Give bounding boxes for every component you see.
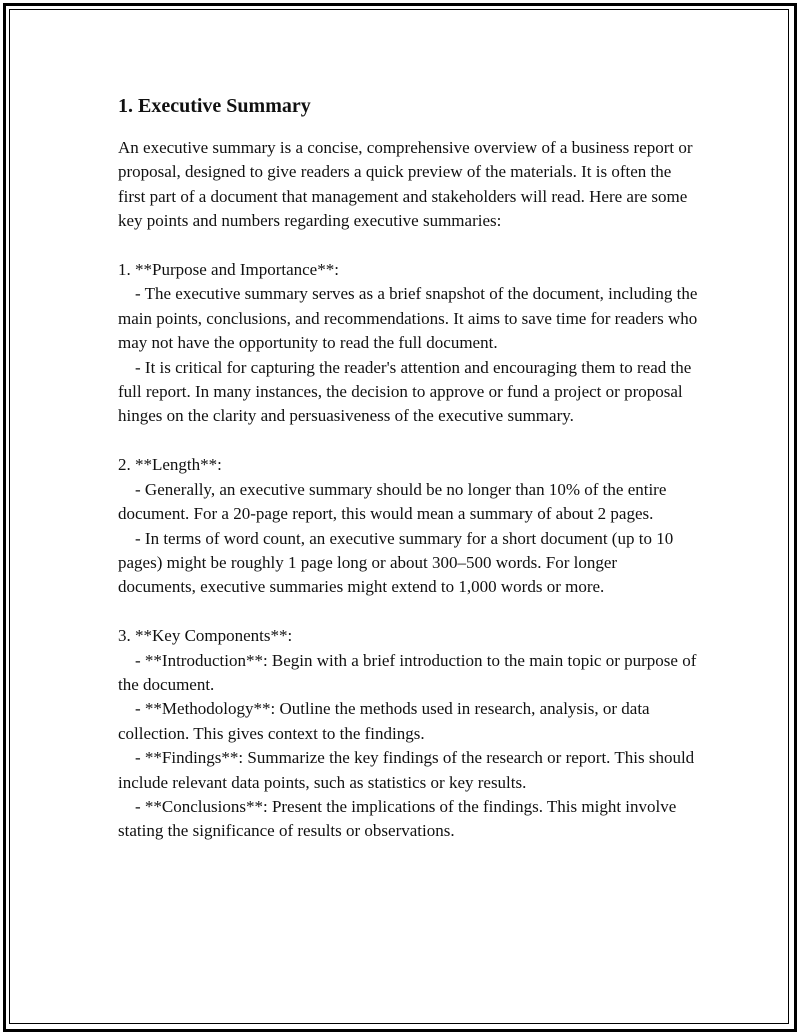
bullet-purpose-1: - The executive summary serves as a brief snapshot of the document, including the main points, conclusions, and recommendations. It aims to save time for readers who may not have the opportunity to read the full document.	[118, 284, 702, 353]
blank-line	[118, 600, 698, 624]
bullet-length-2: - In terms of word count, an executive summary for a short document (up to 10 pages) might be roughly 1 page long or about 300–500 words. For longer documents, executive summaries might extend to 1,000 words or more.	[118, 528, 678, 597]
blank-line	[118, 429, 698, 453]
section-heading-components: 3. **Key Components**:	[118, 626, 293, 646]
bullet-components-introduction: - **Introduction**: Begin with a brief introduction to the main topic or purpose of the document.	[118, 650, 701, 694]
bullet-components-conclusions: - **Conclusions**: Present the implications of the findings. This might involve stating the significance of results or observations.	[118, 796, 681, 841]
bullet-length-1: - Generally, an executive summary should be no longer than 10% of the entire document. For a 20-page report, this would mean a summary of about 2 pages.	[118, 479, 671, 524]
document-body	[118, 92, 702, 844]
intro-paragraph: An executive summary is a concise, comprehensive overview of a business report or proposal, designed to give readers a quick preview of the materials. It is often the first part of a document that management and stakeholders will read. Here are some key points and numbers regarding executive summaries:	[118, 138, 697, 231]
section-heading-length: 2. **Length**:	[118, 455, 222, 475]
section-heading-purpose: 1. **Purpose and Importance**:	[118, 260, 339, 280]
bullet-components-findings: - **Findings**: Summarize the key findings of the research or report. This should include relevant data points, such as statistics or key results.	[118, 748, 699, 792]
document-title: 1. Executive Summary	[118, 95, 311, 117]
blank-line	[118, 234, 698, 258]
bullet-components-methodology: - **Methodology**: Outline the methods used in research, analysis, or data collection. This gives context to the findings.	[118, 699, 654, 743]
bullet-purpose-2: - It is critical for capturing the reader's attention and encouraging them to read the full report. In many instances, the decision to approve or fund a project or proposal hinges on the clarity and persuasiveness of the executive summary.	[118, 357, 696, 426]
